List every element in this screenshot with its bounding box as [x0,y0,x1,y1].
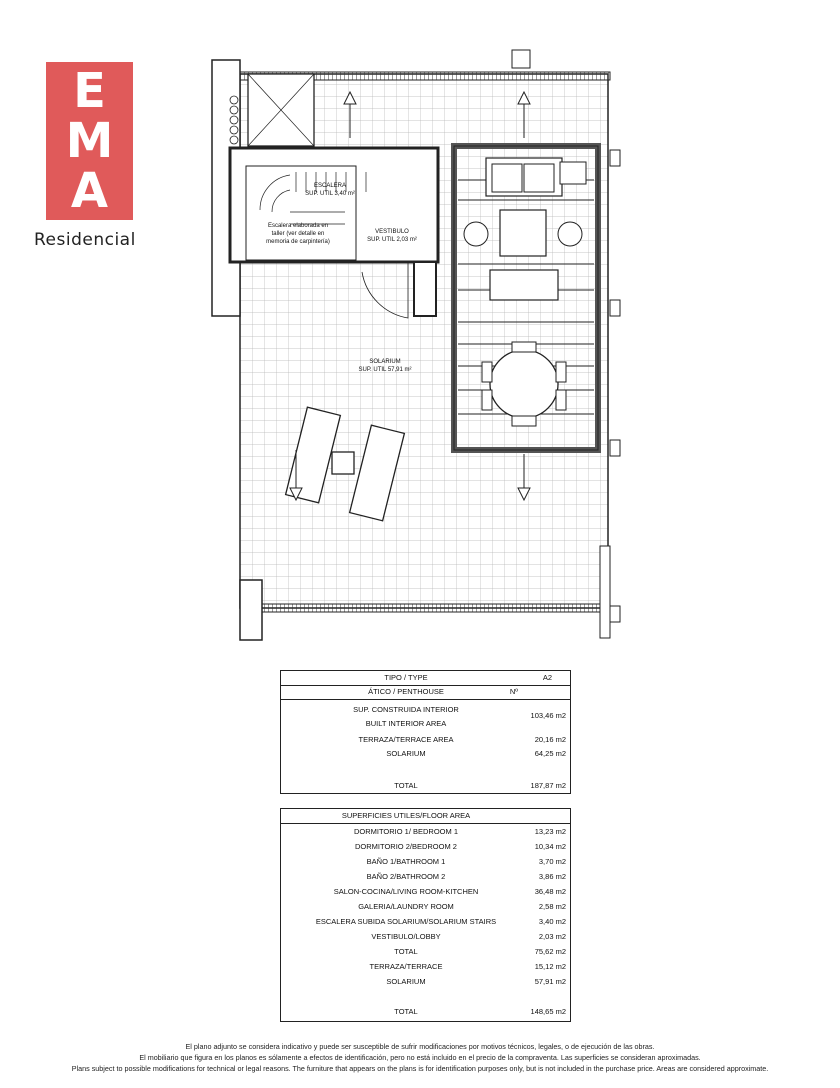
table [500,210,546,256]
table-row: TERRAZA/TERRACE 15,12 m2 [369,962,566,971]
table-row: TOTAL 75,62 m2 [394,947,566,956]
table-row: VESTIBULO/LOBBY 2,03 m2 [371,932,566,941]
floor-area-header: SUPERFICIES UTILES/FLOOR AREA [281,809,570,824]
penthouse-row: ÁTICO / PENTHOUSE Nº [281,685,570,700]
table-row: SUP. CONSTRUIDA INTERIOR [353,705,459,714]
floor-area-table [280,808,571,1022]
table-row: SALON-COCINA/LIVING ROOM-KITCHEN 36,48 m2 [333,887,566,896]
label-vestibulo: VESTIBULO SUP. UTIL 2,03 m² [367,229,417,243]
table-row: SOLARIUM 64,25 m2 [386,749,566,758]
logo-letter-e: E [73,63,106,119]
table-row: ESCALERA SUBIDA SOLARIUM/SOLARIUM STAIRS 3,40 m2 [315,917,566,926]
footnote-es-2: El mobiliario que figura en los planos es sólamente a efectos de identificación, pero no está incluido en el precio de la compraventa. Las superficies se consideran aproximadas. [139,1053,701,1062]
parapet-bottom [262,604,608,612]
total-row: TOTAL 148,65 m2 [394,1007,566,1016]
label-escalera-note: Escalera elaborada en taller (ver detalle en memoria de carpintería) [266,223,330,245]
logo-letter-a: A [70,163,109,219]
logo-letter-m: M [65,113,114,169]
type-row: TIPO / TYPE A2 [281,671,570,686]
sofa-2 [490,270,558,300]
total-row: TOTAL 187,87 m2 [394,781,566,790]
table-row: BAÑO 2/BATHROOM 2 3,86 m2 [366,872,566,881]
left-wall-lower [240,580,262,640]
table-row: BAÑO 1/BATHROOM 1 3,70 m2 [366,857,566,866]
footnote-en: Plans subject to possible modifications for technical or legal reasons. The furniture that appears on the plans is for identification purposes only, but is not included in the purchase price. Areas are considered approximate. [71,1064,769,1073]
round-table [490,350,558,418]
footnote-es-1: El plano adjunto se considera indicativo y puede ser susceptible de sufrir modificaciones por motivos técnicos, legales, o de ejecución de las obras. [185,1042,655,1051]
table-row: SOLARIUM 57,91 m2 [386,977,566,986]
logo-subtitle: Residencial [34,230,136,250]
type-area-table [280,670,571,794]
table-row: DORMITORIO 1/ BEDROOM 1 13,23 m2 [353,827,566,836]
table-row: BUILT INTERIOR AREA 103,46 m2 [365,711,566,728]
table-row: GALERIA/LAUNDRY ROOM 2,58 m2 [358,902,566,911]
table-row: TERRAZA/TERRACE AREA 20,16 m2 [358,735,566,744]
table-row: DORMITORIO 2/BEDROOM 2 10,34 m2 [355,842,566,851]
label-escalera: ESCALERA SUP. UTIL 3,40 m² [305,183,355,197]
label-solarium: SOLARIUM SUP. UTIL 57,91 m² [358,359,412,373]
